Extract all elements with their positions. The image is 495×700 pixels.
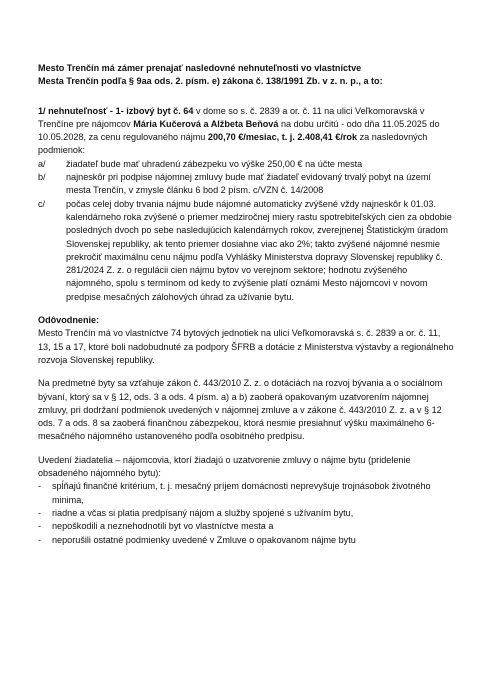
item-1-text-3: za nasledovných podmienok: <box>38 132 428 156</box>
criteria-item <box>38 507 455 520</box>
item-1-text-2: na dobu určitú - odo dňa 11.05.2025 do 10.05.2028, za cenu regulovaného nájmu <box>38 118 440 143</box>
header-line-1: Mesto Trenčín má zámer prenajať nasledovné nehnuteľnosti vo vlastníctve <box>38 63 362 73</box>
item-1-lead: 1/ nehnuteľnosť - 1- izbový byt č. 64 <box>38 105 194 116</box>
criteria-text: nepoškodili a neznehodnotili byt vo vlastníctve mesta a <box>52 521 274 532</box>
criteria-item <box>38 520 455 533</box>
criteria-text: spĺňajú finančné kritérium, t. j. mesačný príjem domácnosti neprevyšuje trojnásobok životného minima, <box>52 481 431 505</box>
bullet-mark: - <box>38 534 42 545</box>
conditions-list <box>38 158 455 304</box>
criteria-text: neporušili ostatné podmienky uvedené v Zmluve o opakovanom nájme bytu <box>52 534 356 545</box>
reasoning-paragraph-2: Na predmetné byty sa vzťahuje zákon č. 443/2010 Z. z. o dotáciách na rozvoj bývania a o sociálnom bývaní, ktorý sa v § 12, ods. 3 a ods. 4 písm. a) a b) zaoberá opakovaným uzatvorením nájomnej zmluvy, pri dodržaní podmienok uvedených v nájomnej zmluve a v zákone č. 443/2010 Z. z. a v § 12 ods. 7 a ods. 8 sa zaoberá finančnou zábezpekou, ktorá nesmie presiahnuť výšku maximálneho 6- mesačného nájomného ustanoveného podľa osobitného predpisu. <box>38 378 443 442</box>
bullet-mark: - <box>38 521 42 532</box>
rent-price: 200,70 €/mesiac, t. j. 2.408,41 €/rok <box>207 132 358 143</box>
criteria-item <box>38 480 455 507</box>
condition-c <box>38 198 455 304</box>
reasoning-title: Odôvodnenie: <box>38 315 100 326</box>
condition-a <box>38 158 455 171</box>
reasoning-paragraph-3: Uvedení žiadatelia – nájomcovia, ktorí žiadajú o uzatvorenie zmluvy o nájme bytu (pridelenie obsadeného nájomného bytu): <box>38 454 411 479</box>
condition-b <box>38 171 455 198</box>
condition-mark: b/ <box>38 172 46 183</box>
criteria-list <box>38 480 455 546</box>
condition-text: počas celej doby trvania nájmu bude nájomné automaticky zvýšené vždy najneskôr k 01.03. kalendárneho roka zvýšené o priemer medziročnej miery rastu spotrebiteľských cien za obdobie posledných dvoch po sebe nasledujúcich kalendárnych rokov, zverejnenej Štatistickým úradom Slovenskej republiky, ak tento priemer dosiahne viac ako 2%; takto zvýšené nájomné nesmie prekročiť maximálnu cenu nájmu podľa Vyhlášky Ministerstva dopravy Slovenskej republiky č. 281/2024 Z. z. o regulácii cien nájmu bytov vo verejnom sektore; hodnotu zvýšeného nájomného, spolu s termínom od kedy to zvýšenie platí oznámi Mesto nájomcovi v novom predpise mesačných zálohových úhrad za užívanie bytu. <box>66 198 452 302</box>
condition-mark: a/ <box>38 158 46 169</box>
header-line-2: Mesta Trenčín podľa § 9aa ods. 2. písm. e) zákona č. 138/1991 Zb. v z. n. p., a to: <box>38 76 383 87</box>
bullet-mark: - <box>38 507 42 518</box>
criteria-item <box>38 534 455 547</box>
tenant-names: Mária Kučerová a Alžbeta Beňová <box>133 118 279 129</box>
condition-mark: c/ <box>38 198 46 209</box>
criteria-text: riadne a včas si platia predpísaný nájom a služby spojené s užívaním bytu, <box>52 507 354 518</box>
reasoning-paragraph-1: Mesto Trenčín má vo vlastníctve 74 bytových jednotiek na ulici Veľkomoravská s. č. 2839 a or. č. 11, 13, 15 a 17, ktoré boli nadobudnuté za podpory ŠFRB a dotácie z Ministerstva výstavby a regionálneho rozvoja Slovenskej republiky. <box>38 328 454 365</box>
item-1-paragraph <box>38 105 455 158</box>
bullet-mark: - <box>38 481 42 492</box>
condition-text: žiadateľ bude mať uhradenú zábezpeku vo výške 250,00 € na účte mesta <box>66 158 363 169</box>
condition-text: najneskôr pri podpise nájomnej zmluvy bude mať žiadateľ evidovaný trvalý pobyt na území mesta Trenčín, v zmysle článku 6 bod 2 písm. c/VZN č. 14/2008 <box>66 172 431 196</box>
item-1-text-1: v dome so s. č. 2839 a or. č. 11 na ulici Veľkomoravská v Trenčíne pre nájomcov <box>38 105 425 129</box>
